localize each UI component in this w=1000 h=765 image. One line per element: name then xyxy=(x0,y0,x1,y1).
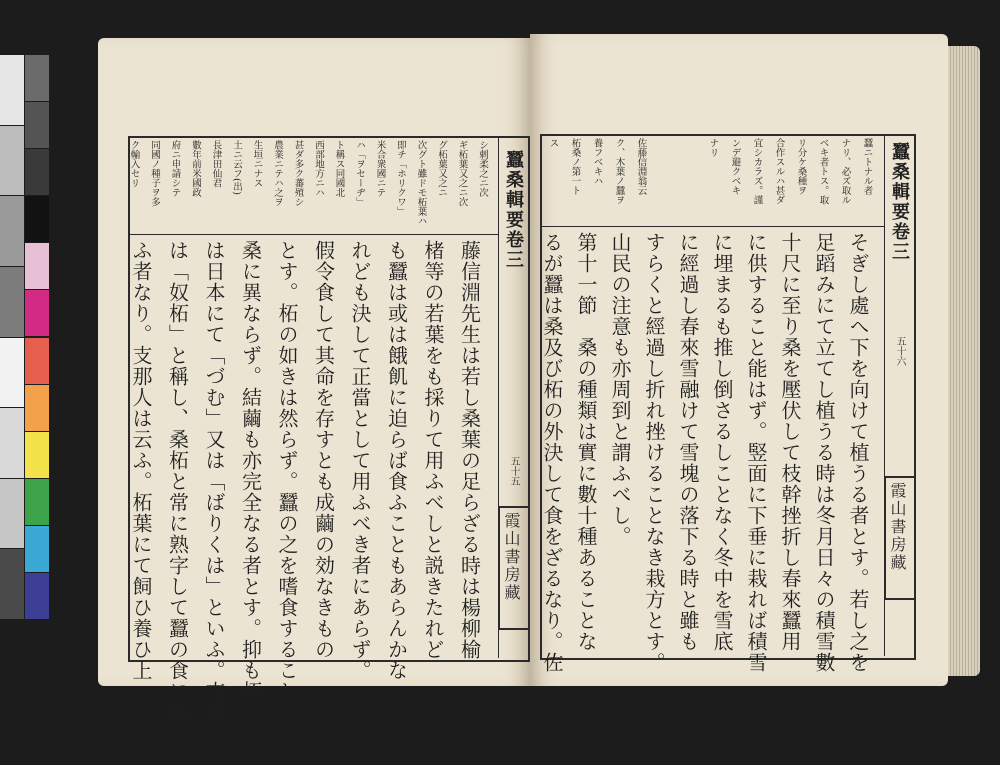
color-swatch xyxy=(0,479,24,549)
color-swatch xyxy=(0,549,24,619)
note-text-column: ナリ、必ズ取ル xyxy=(839,138,851,205)
body-text-column: も蠶は或は餓飢に迫らば食ふこともあらんかな xyxy=(384,240,409,681)
open-book xyxy=(58,26,990,765)
note-text-column: 蠶ニトナル者 xyxy=(861,138,873,195)
body-text-column: 十尺に至り桑を壓伏して枝幹挫折し春來蠶用 xyxy=(778,232,802,652)
body-text-column: とす。柘の如きは然らず。蠶の之を嗜食すること、 xyxy=(275,240,299,723)
color-swatch xyxy=(0,338,24,408)
note-text-column: 宜シカラズ。謹 xyxy=(751,138,763,205)
note-text-column: ク輸入セリ xyxy=(128,140,140,188)
right-header-title: 蠶桑輯要卷三 xyxy=(889,142,910,262)
note-text-column: 即チ「ホリクワ」 xyxy=(395,140,406,216)
note-text-column: 次グト雖ドモ柘葉ハ xyxy=(415,140,427,226)
note-text-column: 佐藤信淵翁云 xyxy=(635,138,647,195)
body-text-column: るが蠶は桑及び柘の外決して食をざるなり。佐 xyxy=(540,232,564,673)
right-note-divider xyxy=(540,226,884,227)
body-text-column: 假令食して其命を存すとも成繭の効なきもの xyxy=(311,240,336,660)
body-text-column: に埋まるも推し倒さるしことなく冬中を雪底 xyxy=(710,232,734,652)
body-text-column: に供すること能はず。竪面に下垂に栽れば積雪 xyxy=(744,232,768,673)
body-text-column: ふ者なり。支那人は云ふ。柘葉にて飼ひ養ひ上 xyxy=(129,240,153,681)
body-text-column: 藤信淵先生は若し桑葉の足らざる時は楊柳榆 xyxy=(457,240,482,660)
page-edges xyxy=(948,46,980,676)
note-text-column: ギ柘葉又之ニ次 xyxy=(456,140,468,207)
body-text-column: 第十一節 桑の種類は實に數十種あることな xyxy=(574,232,598,652)
note-text-column: シ剌柔之ニ次 xyxy=(477,140,488,197)
color-swatch xyxy=(25,149,49,195)
left-library-stamp: 霞山書房藏 xyxy=(502,512,521,602)
color-swatch xyxy=(0,267,24,337)
color-swatch xyxy=(0,55,24,125)
body-text-column: は日本にて「づむ」又は「ばりくは」といふ。支那にて xyxy=(202,240,226,765)
note-text-column: リ分ケ桑種ヲ xyxy=(795,138,807,195)
color-swatch xyxy=(25,526,49,572)
color-swatch xyxy=(25,479,49,525)
note-text-column: ク、木葉ノ蠶ヲ xyxy=(613,138,625,205)
color-swatch xyxy=(25,196,49,242)
note-text-column: 養フベキハ xyxy=(591,138,603,186)
body-text-column: 足蹈みにて立てし植うる時は冬月日々の積雪數 xyxy=(812,232,836,673)
color-calibration-bar xyxy=(0,55,50,620)
color-swatch xyxy=(25,338,49,384)
note-text-column: グ柘葉又之ニ xyxy=(436,140,447,197)
note-text-column: 西部地方ニハ xyxy=(313,140,324,197)
note-text-column: 同國ノ種子ヲ多 xyxy=(149,140,160,207)
color-swatch xyxy=(0,196,24,266)
note-text-column: ト稱ス同國北 xyxy=(333,140,345,197)
note-text-column: 合作スルハ甚ダ xyxy=(773,138,785,205)
color-swatch xyxy=(25,243,49,289)
right-page-number: 五十六 xyxy=(894,336,905,366)
note-text-column: ス xyxy=(547,138,559,148)
left-note-divider xyxy=(128,234,498,235)
body-text-column: れども決して正當として用ふべき者にあらず。 xyxy=(348,240,372,681)
note-text-column: 長津田仙君 xyxy=(210,140,222,188)
color-swatch xyxy=(0,126,24,196)
body-text-column: に經過し春來雪融けて雪塊の落下る時と雖も xyxy=(676,232,700,652)
note-text-column: ベキ者トス。取 xyxy=(817,138,829,205)
body-text-column: 楮等の若葉をも採りて用ふべしと説きたれど xyxy=(421,240,445,660)
note-text-column: ナリ xyxy=(707,138,719,157)
color-swatch xyxy=(25,102,49,148)
note-text-column: 生垣ニナス xyxy=(251,140,263,188)
color-swatch xyxy=(25,432,49,478)
note-text-column: ハ「ヲセーヂ」 xyxy=(354,140,365,207)
right-library-stamp: 霞山書房藏 xyxy=(888,482,907,572)
color-swatch xyxy=(25,573,49,619)
body-text-column: すらくと經過し折れ挫けることなき栽方とす。 xyxy=(642,232,666,673)
note-text-column: 數年前米國政 xyxy=(190,140,201,197)
color-swatch xyxy=(25,55,49,101)
note-text-column: 柘桑ノ第一ト xyxy=(569,138,581,195)
body-text-column: 桑に異ならず。結繭も亦完全なる者とす。抑も柘 xyxy=(238,240,263,702)
note-text-column: 甚ダ多ク蕃殖シ xyxy=(292,140,304,207)
left-page-number: 五十五 xyxy=(508,456,519,486)
color-swatch xyxy=(25,290,49,336)
body-text-column: そぎし處へ下を向けて植うる者とす。若し之を xyxy=(846,232,870,673)
note-text-column: 農業ニテハ之ヲ xyxy=(272,140,283,207)
note-text-column: ンデ避クベキ xyxy=(729,138,741,195)
body-text-column: 山民の注意も亦周到と謂ふべし。 xyxy=(608,232,632,547)
note-text-column: 米合衆國ニテ xyxy=(374,140,386,197)
body-text-column: は「奴柘」と稱し、桑柘と常に熟字して蠶の食に協 xyxy=(165,240,190,723)
color-swatch xyxy=(0,408,24,478)
note-text-column: 土ニ云フ(出) xyxy=(231,140,242,195)
color-swatch xyxy=(25,385,49,431)
note-text-column: 府ニ申請シテ xyxy=(169,140,181,197)
left-header-title: 蠶桑輯要卷三 xyxy=(503,150,524,270)
